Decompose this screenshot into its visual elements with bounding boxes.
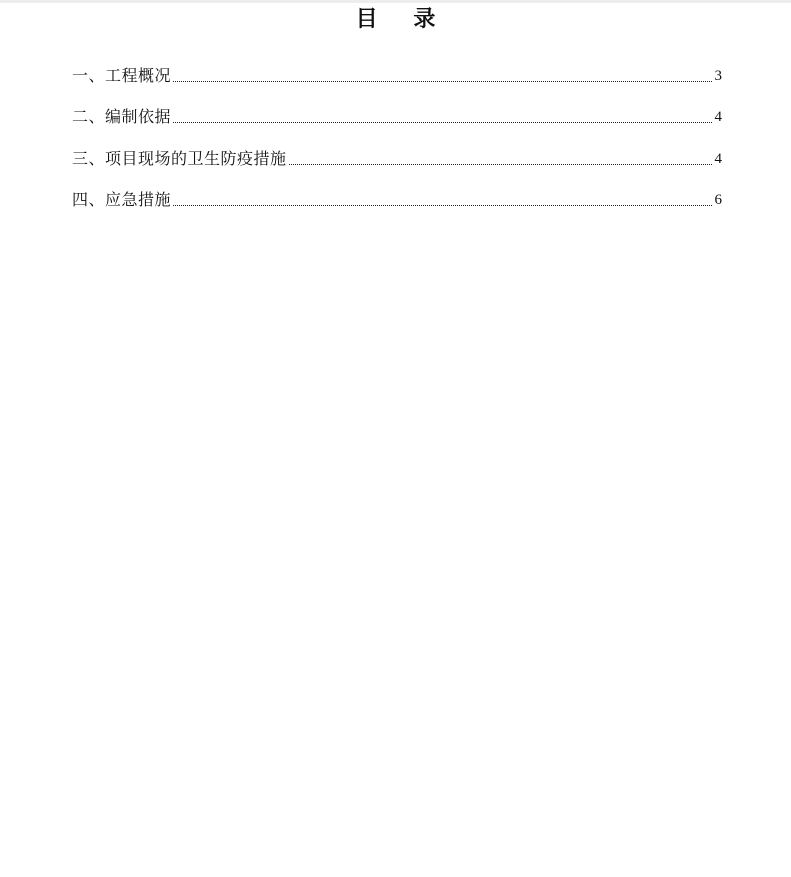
dot-leader xyxy=(173,80,712,82)
toc-title: 目 录 xyxy=(355,6,450,32)
toc-entry-sanitation-measures[interactable] xyxy=(72,129,722,171)
toc-page-number: 6 xyxy=(714,192,722,208)
table-of-contents xyxy=(72,46,722,212)
toc-page-number: 3 xyxy=(714,67,722,84)
toc-entry-label: 一、工程概况 xyxy=(72,65,172,85)
toc-entry-label: 三、项目现场的卫生防疫措施 xyxy=(72,148,287,168)
dot-leader xyxy=(289,163,712,165)
page-top-edge xyxy=(0,0,791,3)
toc-page-number: 4 xyxy=(714,150,722,167)
toc-entry-label: 四、应急措施 xyxy=(72,190,172,209)
toc-page-number: 4 xyxy=(714,109,722,125)
toc-entry-compilation-basis[interactable] xyxy=(72,88,722,130)
dot-leader xyxy=(173,204,712,206)
toc-entry-emergency-measures[interactable] xyxy=(72,171,722,213)
dot-leader xyxy=(173,121,712,123)
toc-entry-project-overview[interactable] xyxy=(72,46,722,88)
toc-entry-label: 二、编制依据 xyxy=(72,107,172,126)
